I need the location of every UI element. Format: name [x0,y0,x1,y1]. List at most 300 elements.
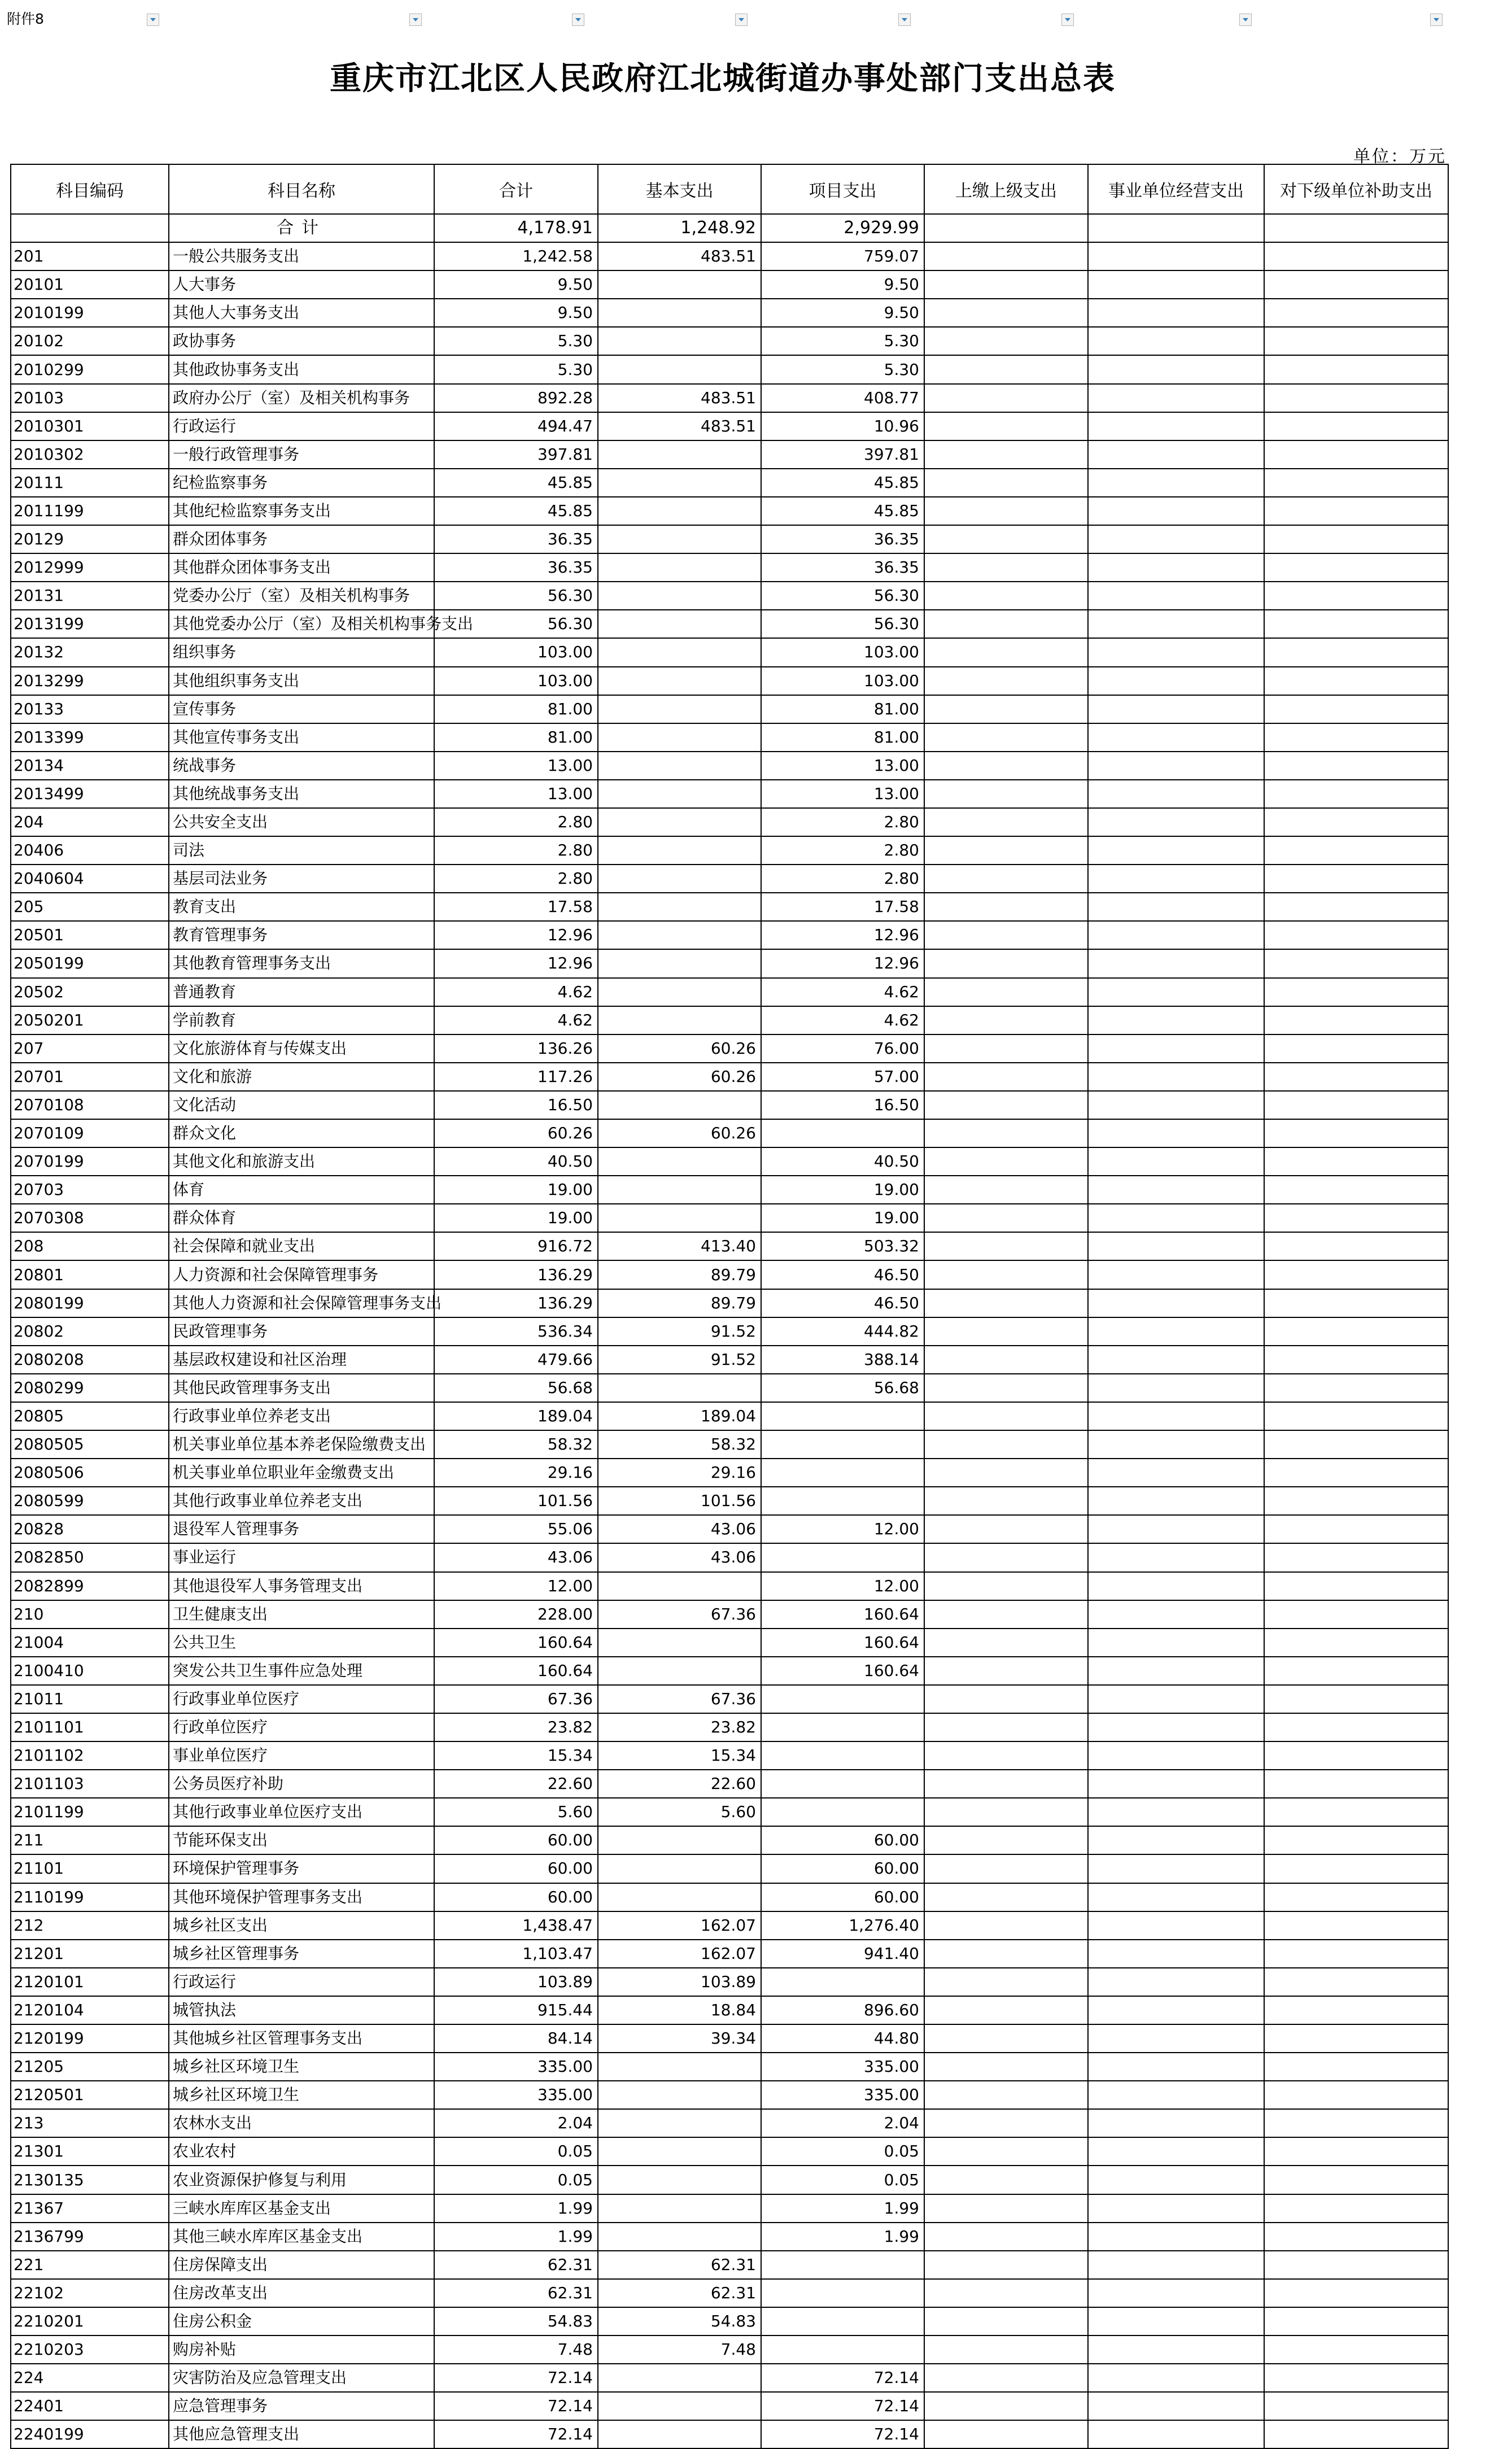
cell-basic: 60.26 [598,1063,761,1091]
cell-project: 36.35 [761,525,924,553]
cell-subsidy [1264,2420,1448,2448]
cell-code: 213 [11,2109,169,2137]
cell-code: 2101103 [11,1770,169,1798]
cell-project: 56.30 [761,610,924,638]
column-header: 对下级单位补助支出 [1264,164,1448,214]
cell-subsidy [1264,2109,1448,2137]
cell-basic [598,469,761,497]
cell-total: 136.29 [434,1289,598,1317]
cell-name: 文化和旅游 [169,1063,434,1091]
cell-upper [924,2420,1088,2448]
cell-total: 81.00 [434,723,598,752]
cell-project [761,1685,924,1713]
cell-business [1088,1346,1264,1374]
cell-name: 普通教育 [169,978,434,1006]
cell-total: 17.58 [434,893,598,921]
table-row [11,1854,1448,1883]
cell-basic [598,1572,761,1600]
cell-upper [924,1883,1088,1911]
cell-business [1088,695,1264,723]
cell-basic [598,808,761,836]
cell-upper [924,1543,1088,1571]
cell-code: 21201 [11,1940,169,1968]
cell-upper [924,1232,1088,1260]
cell-project: 81.00 [761,695,924,723]
cell-total: 40.50 [434,1147,598,1176]
cell-basic [598,553,761,582]
cell-basic: 7.48 [598,2336,761,2364]
table-row [11,1147,1448,1176]
table-row [11,2024,1448,2053]
cell-subsidy [1264,525,1448,553]
cell-upper [924,836,1088,865]
cell-basic: 483.51 [598,242,761,270]
cell-code: 224 [11,2364,169,2392]
cell-business [1088,1119,1264,1147]
cell-subsidy [1264,638,1448,666]
cell-upper [924,978,1088,1006]
cell-upper [924,2166,1088,2194]
cell-total: 1.99 [434,2223,598,2251]
dropdown-filter-icon[interactable] [1239,14,1252,26]
cell-code: 20701 [11,1063,169,1091]
cell-total: 101.56 [434,1487,598,1515]
cell-code: 2120104 [11,1996,169,2024]
cell-subsidy [1264,242,1448,270]
cell-upper [924,1996,1088,2024]
cell-project: 46.50 [761,1260,924,1289]
cell-basic: 22.60 [598,1770,761,1798]
cell-subsidy [1264,1515,1448,1543]
cell-upper [924,2307,1088,2336]
cell-name: 城乡社区环境卫生 [169,2081,434,2109]
cell-code: 20103 [11,384,169,412]
cell-subsidy [1264,355,1448,383]
cell-name: 其他城乡社区管理事务支出 [169,2024,434,2053]
table-row [11,1543,1448,1571]
cell-upper [924,1911,1088,1940]
cell-total: 4.62 [434,978,598,1006]
cell-total: 13.00 [434,752,598,780]
cell-total: 335.00 [434,2081,598,2109]
cell-name: 基层政权建设和社区治理 [169,1346,434,1374]
cell-basic [598,695,761,723]
cell-upper [924,695,1088,723]
table-row [11,582,1448,610]
cell-project [761,1402,924,1430]
cell-business [1088,723,1264,752]
cell-code: 2010301 [11,412,169,440]
cell-total: 335.00 [434,2053,598,2081]
cell-upper [924,2109,1088,2137]
cell-total: 36.35 [434,525,598,553]
cell-upper [924,1685,1088,1713]
cell-business [1088,1996,1264,2024]
cell-name: 环境保护管理事务 [169,1854,434,1883]
table-row [11,893,1448,921]
cell-business [1088,1147,1264,1176]
cell-total: 15.34 [434,1741,598,1770]
cell-total: 9.50 [434,299,598,327]
table-row [11,2392,1448,2420]
table-row [11,270,1448,299]
cell-project: 72.14 [761,2420,924,2448]
cell-business [1088,1232,1264,1260]
cell-project: 13.00 [761,780,924,808]
cell-name: 住房保障支出 [169,2251,434,2279]
cell-business [1088,1629,1264,1657]
cell-basic: 162.07 [598,1940,761,1968]
cell-upper [924,2081,1088,2109]
cell-subsidy [1264,1657,1448,1685]
cell-business [1088,978,1264,1006]
table-row [11,865,1448,893]
dropdown-filter-icon[interactable] [572,14,584,26]
cell-basic: 189.04 [598,1402,761,1430]
table-row [11,1883,1448,1911]
cell-business [1088,440,1264,469]
table-row [11,949,1448,977]
cell-upper [924,242,1088,270]
cell-upper [924,1459,1088,1487]
cell-total: 103.00 [434,638,598,666]
cell-name: 农业资源保护修复与利用 [169,2166,434,2194]
cell-name: 群众文化 [169,1119,434,1147]
table-row [11,2194,1448,2223]
cell-basic: 89.79 [598,1260,761,1289]
cell-basic [598,1629,761,1657]
cell-total: 1,438.47 [434,1911,598,1940]
cell-name: 群众团体事务 [169,525,434,553]
cell-business [1088,752,1264,780]
dropdown-filter-icon[interactable] [409,14,422,26]
cell-upper [924,1968,1088,1996]
cell-total: 60.00 [434,1883,598,1911]
cell-project: 44.80 [761,2024,924,2053]
cell-subsidy [1264,2336,1448,2364]
cell-basic: 483.51 [598,384,761,412]
cell-code: 2013399 [11,723,169,752]
column-header: 事业单位经营支出 [1088,164,1264,214]
cell-upper [924,1430,1088,1459]
cell-total: 29.16 [434,1459,598,1487]
cell-upper [924,299,1088,327]
cell-project: 408.77 [761,384,924,412]
cell-upper [924,1402,1088,1430]
table-row [11,2166,1448,2194]
cell-upper [924,1176,1088,1204]
cell-total: 62.31 [434,2279,598,2307]
cell-total: 1,242.58 [434,242,598,270]
cell-upper [924,440,1088,469]
cell-code: 221 [11,2251,169,2279]
cell-basic [598,2166,761,2194]
cell-business [1088,1487,1264,1515]
cell-code: 2070308 [11,1204,169,1232]
cell-total: 1,103.47 [434,1940,598,1968]
cell-name: 退役军人管理事务 [169,1515,434,1543]
table-row [11,2420,1448,2448]
cell-total: 45.85 [434,497,598,525]
cell-upper [924,1260,1088,1289]
cell-name: 合计 [169,214,434,242]
cell-basic [598,1204,761,1232]
cell-name: 人力资源和社会保障管理事务 [169,1260,434,1289]
cell-business [1088,1968,1264,1996]
cell-basic: 15.34 [598,1741,761,1770]
cell-name: 文化旅游体育与传媒支出 [169,1034,434,1063]
cell-name: 宣传事务 [169,695,434,723]
cell-upper [924,808,1088,836]
cell-total: 0.05 [434,2166,598,2194]
table-row [11,1402,1448,1430]
table-row [11,1713,1448,1741]
cell-project: 72.14 [761,2392,924,2420]
cell-basic [598,299,761,327]
cell-project: 56.30 [761,582,924,610]
table-row [11,327,1448,355]
table-row [11,1006,1448,1034]
cell-name: 其他文化和旅游支出 [169,1147,434,1176]
cell-subsidy [1264,497,1448,525]
table-row [11,412,1448,440]
cell-code: 2120199 [11,2024,169,2053]
table-row [11,2109,1448,2137]
cell-code: 2082899 [11,1572,169,1600]
cell-basic: 67.36 [598,1600,761,1629]
cell-project: 1.99 [761,2223,924,2251]
cell-basic [598,2364,761,2392]
cell-basic: 91.52 [598,1346,761,1374]
cell-subsidy [1264,214,1448,242]
cell-code: 2210203 [11,2336,169,2364]
cell-project: 10.96 [761,412,924,440]
cell-upper [924,723,1088,752]
cell-business [1088,1430,1264,1459]
cell-name: 其他宣传事务支出 [169,723,434,752]
cell-project: 388.14 [761,1346,924,1374]
cell-subsidy [1264,582,1448,610]
cell-total: 12.96 [434,921,598,949]
cell-upper [924,752,1088,780]
cell-business [1088,1374,1264,1402]
table-row [11,2081,1448,2109]
cell-total: 160.64 [434,1657,598,1685]
cell-basic: 60.26 [598,1119,761,1147]
cell-project: 46.50 [761,1289,924,1317]
cell-code: 2080199 [11,1289,169,1317]
cell-basic: 103.89 [598,1968,761,1996]
cell-upper [924,1317,1088,1346]
cell-basic [598,893,761,921]
cell-code: 210 [11,1600,169,1629]
cell-subsidy [1264,836,1448,865]
cell-basic: 67.36 [598,1685,761,1713]
cell-business [1088,1741,1264,1770]
cell-basic [598,1006,761,1034]
table-row [11,299,1448,327]
cell-name: 其他三峡水库库区基金支出 [169,2223,434,2251]
dropdown-filter-icon[interactable] [1061,14,1074,26]
cell-code: 20828 [11,1515,169,1543]
cell-total: 60.26 [434,1119,598,1147]
cell-project: 5.30 [761,355,924,383]
cell-total: 892.28 [434,384,598,412]
cell-project [761,2251,924,2279]
attachment-label: 附件8 [7,11,44,27]
table-row [11,242,1448,270]
cell-business [1088,1911,1264,1940]
cell-upper [924,1770,1088,1798]
cell-business [1088,412,1264,440]
dropdown-filter-icon[interactable] [1430,14,1443,26]
cell-basic [598,667,761,695]
cell-basic [598,582,761,610]
cell-name: 其他人力资源和社会保障管理事务支出 [169,1289,434,1317]
cell-name: 文化活动 [169,1091,434,1119]
cell-business [1088,299,1264,327]
table-row [11,1459,1448,1487]
cell-subsidy [1264,2137,1448,2166]
cell-total: 23.82 [434,1713,598,1741]
cell-project: 160.64 [761,1600,924,1629]
cell-name: 其他行政事业单位医疗支出 [169,1798,434,1826]
cell-subsidy [1264,2194,1448,2223]
cell-subsidy [1264,2081,1448,2109]
cell-total: 60.00 [434,1854,598,1883]
cell-subsidy [1264,1091,1448,1119]
cell-name: 行政单位医疗 [169,1713,434,1741]
cell-basic [598,1374,761,1402]
cell-basic [598,525,761,553]
cell-basic [598,270,761,299]
cell-business [1088,2364,1264,2392]
cell-project [761,1487,924,1515]
cell-business [1088,1289,1264,1317]
cell-basic [598,1147,761,1176]
cell-subsidy [1264,1854,1448,1883]
cell-name: 节能环保支出 [169,1826,434,1854]
cell-basic: 483.51 [598,412,761,440]
table-row [11,2053,1448,2081]
cell-name: 行政事业单位养老支出 [169,1402,434,1430]
cell-subsidy [1264,469,1448,497]
cell-basic: 43.06 [598,1515,761,1543]
table-row [11,2307,1448,2336]
cell-code: 2110199 [11,1883,169,1911]
cell-business [1088,2251,1264,2279]
cell-name: 事业单位医疗 [169,1741,434,1770]
cell-code: 21301 [11,2137,169,2166]
table-row [11,1091,1448,1119]
cell-basic: 91.52 [598,1317,761,1346]
cell-upper [924,610,1088,638]
cell-upper [924,1374,1088,1402]
cell-upper [924,469,1088,497]
cell-code: 21101 [11,1854,169,1883]
table-row [11,1657,1448,1685]
cell-name: 农业农村 [169,2137,434,2166]
cell-business [1088,1600,1264,1629]
cell-project [761,1119,924,1147]
cell-total: 189.04 [434,1402,598,1430]
cell-upper [924,2053,1088,2081]
cell-total: 58.32 [434,1430,598,1459]
cell-subsidy [1264,1176,1448,1204]
cell-basic [598,1826,761,1854]
cell-subsidy [1264,2364,1448,2392]
cell-code: 2120101 [11,1968,169,1996]
cell-business [1088,2166,1264,2194]
cell-upper [924,1147,1088,1176]
cell-project: 335.00 [761,2081,924,2109]
table-row [11,1940,1448,1968]
cell-code: 20501 [11,921,169,949]
cell-total: 0.05 [434,2137,598,2166]
table-row [11,638,1448,666]
cell-business [1088,1572,1264,1600]
cell-basic [598,1883,761,1911]
cell-project: 81.00 [761,723,924,752]
cell-code: 2010299 [11,355,169,383]
cell-code: 2080505 [11,1430,169,1459]
cell-project: 57.00 [761,1063,924,1091]
cell-upper [924,2392,1088,2420]
cell-code: 2130135 [11,2166,169,2194]
cell-business [1088,1770,1264,1798]
dropdown-filter-icon[interactable] [898,14,911,26]
cell-upper [924,780,1088,808]
cell-upper [924,1515,1088,1543]
cell-code: 2050201 [11,1006,169,1034]
cell-name: 城管执法 [169,1996,434,2024]
cell-project: 12.96 [761,921,924,949]
cell-basic: 89.79 [598,1289,761,1317]
cell-total: 13.00 [434,780,598,808]
cell-upper [924,2251,1088,2279]
cell-basic [598,1854,761,1883]
cell-project: 759.07 [761,242,924,270]
table-row [11,1685,1448,1713]
cell-subsidy [1264,2166,1448,2194]
dropdown-filter-icon[interactable] [735,14,748,26]
cell-code: 2013299 [11,667,169,695]
cell-subsidy [1264,1459,1448,1487]
cell-subsidy [1264,1741,1448,1770]
cell-upper [924,667,1088,695]
cell-total: 136.29 [434,1260,598,1289]
table-row [11,1515,1448,1543]
cell-name: 其他纪检监察事务支出 [169,497,434,525]
dropdown-filter-icon[interactable] [147,14,159,26]
cell-project: 72.14 [761,2364,924,2392]
cell-upper [924,1741,1088,1770]
page-title: 重庆市江北区人民政府江北城街道办事处部门支出总表 [330,60,1116,97]
cell-code: 20111 [11,469,169,497]
cell-basic [598,497,761,525]
cell-business [1088,1854,1264,1883]
cell-upper [924,1204,1088,1232]
cell-upper [924,327,1088,355]
cell-code: 2010199 [11,299,169,327]
cell-upper [924,1657,1088,1685]
cell-total: 5.60 [434,1798,598,1826]
cell-subsidy [1264,978,1448,1006]
cell-subsidy [1264,2307,1448,2336]
cell-business [1088,2109,1264,2137]
table-row [11,1204,1448,1232]
cell-basic: 23.82 [598,1713,761,1741]
